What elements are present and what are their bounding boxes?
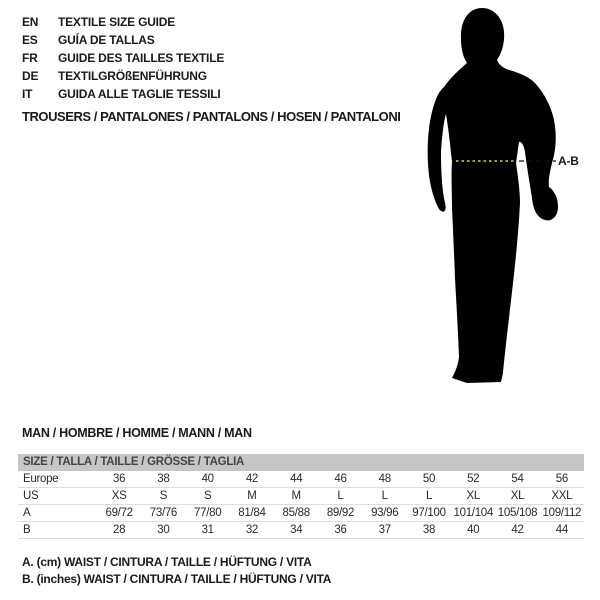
language-title: GUIDE DES TAILLES TEXTILE bbox=[58, 51, 225, 65]
footnote-line: A. (cm) WAIST / CINTURA / TAILLE / HÜFTUNG / VITA bbox=[22, 555, 312, 569]
size-cell: 101/104 bbox=[451, 505, 495, 522]
size-cell: 44 bbox=[540, 522, 584, 539]
size-cell: 42 bbox=[230, 471, 274, 488]
size-cell: 48 bbox=[363, 471, 407, 488]
size-cell: XL bbox=[495, 488, 539, 505]
measurement-label: A-B bbox=[558, 154, 579, 168]
language-row bbox=[22, 67, 224, 85]
size-cell: L bbox=[407, 488, 451, 505]
size-cell: 28 bbox=[97, 522, 141, 539]
measurement-footnotes bbox=[22, 554, 331, 588]
row-label: US bbox=[18, 488, 97, 505]
size-cell: 73/76 bbox=[141, 505, 185, 522]
language-code: ES bbox=[22, 33, 38, 47]
size-cell: XS bbox=[97, 488, 141, 505]
language-row bbox=[22, 85, 224, 103]
size-cell: S bbox=[141, 488, 185, 505]
size-cell: 77/80 bbox=[186, 505, 230, 522]
garment-heading: TROUSERS / PANTALONES / PANTALONS / HOSEN / PANTALONI bbox=[22, 109, 401, 124]
size-cell: 54 bbox=[495, 471, 539, 488]
size-cell: 40 bbox=[186, 471, 230, 488]
gender-heading: MAN / HOMBRE / HOMME / MANN / MAN bbox=[22, 426, 252, 440]
size-cell: M bbox=[274, 488, 318, 505]
size-cell: 69/72 bbox=[97, 505, 141, 522]
language-list bbox=[22, 13, 224, 103]
language-row bbox=[22, 13, 224, 31]
size-table-header: SIZE / TALLA / TAILLE / GRÖSSE / TAGLIA bbox=[18, 454, 584, 471]
size-cell: 44 bbox=[274, 471, 318, 488]
language-title: TEXTILE SIZE GUIDE bbox=[58, 15, 176, 29]
size-cell: 52 bbox=[451, 471, 495, 488]
size-cell: 36 bbox=[97, 471, 141, 488]
size-cell: L bbox=[318, 488, 362, 505]
language-code: EN bbox=[22, 15, 39, 29]
size-cell: S bbox=[186, 488, 230, 505]
size-cell: XXL bbox=[540, 488, 584, 505]
language-title: GUÍA DE TALLAS bbox=[58, 33, 155, 47]
size-cell: 32 bbox=[230, 522, 274, 539]
language-row bbox=[22, 49, 224, 67]
size-cell: 31 bbox=[186, 522, 230, 539]
size-cell: L bbox=[363, 488, 407, 505]
table-row bbox=[18, 522, 584, 539]
size-cell: 38 bbox=[141, 471, 185, 488]
size-cell: 37 bbox=[363, 522, 407, 539]
row-label: Europe bbox=[18, 471, 97, 488]
language-code: FR bbox=[22, 51, 38, 65]
size-cell: 42 bbox=[495, 522, 539, 539]
size-cell: 93/96 bbox=[363, 505, 407, 522]
size-cell: 40 bbox=[451, 522, 495, 539]
table-row bbox=[18, 505, 584, 522]
size-table-section bbox=[18, 454, 584, 539]
row-label: B bbox=[18, 522, 97, 539]
table-row bbox=[18, 488, 584, 505]
size-cell: 46 bbox=[318, 471, 362, 488]
language-row bbox=[22, 31, 224, 49]
language-title: TEXTILGRÖßENFÜHRUNG bbox=[58, 69, 207, 83]
man-silhouette bbox=[428, 8, 558, 383]
table-row bbox=[18, 471, 584, 488]
footnote-line: B. (inches) WAIST / CINTURA / TAILLE / HÜFTUNG / VITA bbox=[22, 572, 332, 586]
size-cell: M bbox=[230, 488, 274, 505]
size-cell: 97/100 bbox=[407, 505, 451, 522]
size-cell: 89/92 bbox=[318, 505, 362, 522]
row-label: A bbox=[18, 505, 97, 522]
size-cell: 38 bbox=[407, 522, 451, 539]
size-cell: 109/112 bbox=[540, 505, 584, 522]
size-cell: 36 bbox=[318, 522, 362, 539]
size-cell: 81/84 bbox=[230, 505, 274, 522]
language-code: IT bbox=[22, 87, 33, 101]
size-cell: 56 bbox=[540, 471, 584, 488]
language-code: DE bbox=[22, 69, 39, 83]
size-cell: 34 bbox=[274, 522, 318, 539]
size-cell: XL bbox=[451, 488, 495, 505]
size-cell: 85/88 bbox=[274, 505, 318, 522]
size-cell: 30 bbox=[141, 522, 185, 539]
size-cell: 105/108 bbox=[495, 505, 539, 522]
size-table bbox=[18, 471, 584, 539]
language-title: GUIDA ALLE TAGLIE TESSILI bbox=[58, 87, 221, 101]
size-cell: 50 bbox=[407, 471, 451, 488]
size-table-body bbox=[18, 471, 584, 539]
